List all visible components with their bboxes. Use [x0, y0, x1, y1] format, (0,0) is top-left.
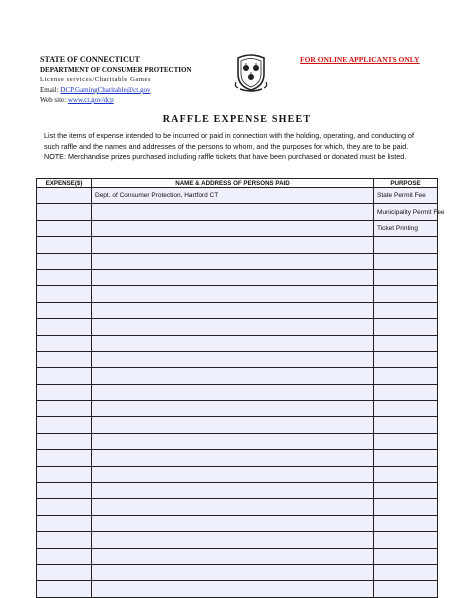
expense-cell[interactable] [37, 483, 92, 499]
table-row [37, 237, 438, 253]
expense-cell[interactable] [37, 433, 92, 449]
table-row [37, 532, 438, 548]
email-label: Email: [40, 86, 59, 94]
expense-cell[interactable] [37, 269, 92, 285]
purpose-cell[interactable] [374, 581, 438, 597]
expense-cell[interactable] [37, 450, 92, 466]
table-row [37, 483, 438, 499]
expense-cell[interactable] [37, 532, 92, 548]
email-link[interactable]: DCP.GamingCharitable@ct.gov [60, 86, 151, 94]
table-header-row [37, 179, 438, 188]
table-row [37, 417, 438, 433]
expense-cell[interactable] [37, 253, 92, 269]
name-address-cell[interactable] [92, 532, 374, 548]
purpose-cell[interactable] [374, 564, 438, 580]
purpose-cell[interactable] [374, 302, 438, 318]
purpose-cell[interactable] [374, 483, 438, 499]
purpose-cell[interactable] [374, 548, 438, 564]
expense-cell[interactable] [37, 319, 92, 335]
name-address-cell[interactable] [92, 286, 374, 302]
table-row [37, 188, 438, 204]
name-address-cell[interactable] [92, 433, 374, 449]
purpose-cell[interactable] [374, 466, 438, 482]
expense-cell[interactable] [37, 417, 92, 433]
instructions-paragraph: List the items of expense intended to be incurred or paid in connection with the holding, operating, and conducting of such raffle and the names and addresses of the persons to whom, and the purposes for which, they are to be paid. NOTE: Merchandise prizes purchased including raffle tickets that have been purchased or donated must be listed. [44, 131, 415, 161]
purpose-cell[interactable] [374, 253, 438, 269]
name-address-cell[interactable] [92, 401, 374, 417]
purpose-cell[interactable] [374, 335, 438, 351]
table-row [37, 564, 438, 580]
purpose-cell[interactable] [374, 499, 438, 515]
table-row [37, 319, 438, 335]
column-header-purpose: PURPOSE [374, 179, 438, 188]
purpose-cell[interactable] [374, 532, 438, 548]
purpose-cell[interactable] [374, 286, 438, 302]
column-header-name-address: NAME & ADDRESS OF PERSONS PAID [92, 179, 374, 188]
expense-cell[interactable] [37, 466, 92, 482]
expense-cell[interactable] [37, 204, 92, 220]
table-row [37, 548, 438, 564]
name-address-cell[interactable] [92, 564, 374, 580]
table-row [37, 269, 438, 285]
department-name: DEPARTMENT OF CONSUMER PROTECTION [40, 66, 192, 74]
table-row [37, 335, 438, 351]
purpose-cell[interactable] [374, 319, 438, 335]
expense-cell[interactable] [37, 581, 92, 597]
expense-table-body [37, 188, 445, 598]
division-name: License services/Charitable Games [40, 76, 152, 83]
table-row [37, 302, 438, 318]
name-address-cell[interactable] [92, 204, 374, 220]
purpose-cell[interactable] [374, 237, 438, 253]
name-address-cell[interactable] [92, 335, 374, 351]
expense-cell[interactable] [37, 548, 92, 564]
name-address-cell[interactable] [92, 253, 374, 269]
expense-cell[interactable] [37, 564, 92, 580]
expense-cell[interactable] [37, 237, 92, 253]
table-row [37, 286, 438, 302]
name-address-cell[interactable] [92, 483, 374, 499]
name-address-cell[interactable] [92, 269, 374, 285]
purpose-cell[interactable]: State Permit Fee [374, 188, 438, 204]
expense-cell[interactable] [37, 351, 92, 367]
website-label: Web site: [40, 96, 67, 104]
website-line [40, 95, 440, 105]
table-row [37, 433, 438, 449]
purpose-cell[interactable] [374, 269, 438, 285]
table-row [37, 401, 438, 417]
table-row [37, 220, 438, 236]
expense-cell[interactable] [37, 368, 92, 384]
purpose-cell[interactable] [374, 417, 438, 433]
table-row [37, 466, 438, 482]
expense-cell[interactable] [37, 384, 92, 400]
name-address-cell[interactable] [92, 499, 374, 515]
purpose-cell[interactable] [374, 515, 438, 531]
page-title: RAFFLE EXPENSE SHEET [162, 114, 312, 125]
name-address-cell[interactable] [92, 515, 374, 531]
purpose-cell[interactable] [374, 450, 438, 466]
name-address-cell[interactable] [92, 466, 374, 482]
purpose-cell[interactable] [374, 351, 438, 367]
name-address-cell[interactable] [92, 351, 374, 367]
table-row [37, 515, 438, 531]
table-row [37, 204, 438, 220]
online-applicants-notice: FOR ONLINE APPLICANTS ONLY [300, 55, 420, 64]
table-row [37, 368, 438, 384]
name-address-cell[interactable] [92, 237, 374, 253]
table-row [37, 351, 438, 367]
expense-cell[interactable] [37, 499, 92, 515]
name-address-cell[interactable] [92, 368, 374, 384]
purpose-cell[interactable] [374, 401, 438, 417]
purpose-cell[interactable]: Ticket Printing [374, 220, 438, 236]
expense-cell[interactable] [37, 401, 92, 417]
column-header-expense: EXPENSE($) [37, 179, 92, 188]
expense-cell[interactable] [37, 220, 92, 236]
purpose-cell[interactable] [374, 368, 438, 384]
table-row [37, 253, 438, 269]
expense-cell[interactable] [37, 302, 92, 318]
purpose-cell[interactable]: Municipality Permit Fee [374, 204, 438, 220]
purpose-cell[interactable] [374, 433, 438, 449]
name-address-cell[interactable] [92, 319, 374, 335]
table-row [37, 581, 438, 597]
name-address-cell[interactable] [92, 302, 374, 318]
name-address-cell[interactable] [92, 384, 374, 400]
name-address-cell[interactable] [92, 548, 374, 564]
table-row [37, 450, 438, 466]
expense-cell[interactable] [37, 286, 92, 302]
name-address-cell[interactable] [92, 220, 374, 236]
table-row [37, 384, 438, 400]
expense-cell[interactable] [37, 188, 92, 204]
name-address-cell[interactable]: Dept. of Consumer Protection, Hartford CT [92, 188, 374, 204]
name-address-cell[interactable] [92, 450, 374, 466]
table-row [37, 499, 438, 515]
expense-cell[interactable] [37, 515, 92, 531]
website-link[interactable]: www.ct.gov/dcp [67, 96, 114, 104]
state-name: STATE OF CONNECTICUT [40, 55, 140, 64]
connecticut-state-seal-icon [234, 52, 268, 92]
name-address-cell[interactable] [92, 581, 374, 597]
purpose-cell[interactable] [374, 384, 438, 400]
expense-cell[interactable] [37, 335, 92, 351]
expense-table [36, 178, 445, 598]
name-address-cell[interactable] [92, 417, 374, 433]
